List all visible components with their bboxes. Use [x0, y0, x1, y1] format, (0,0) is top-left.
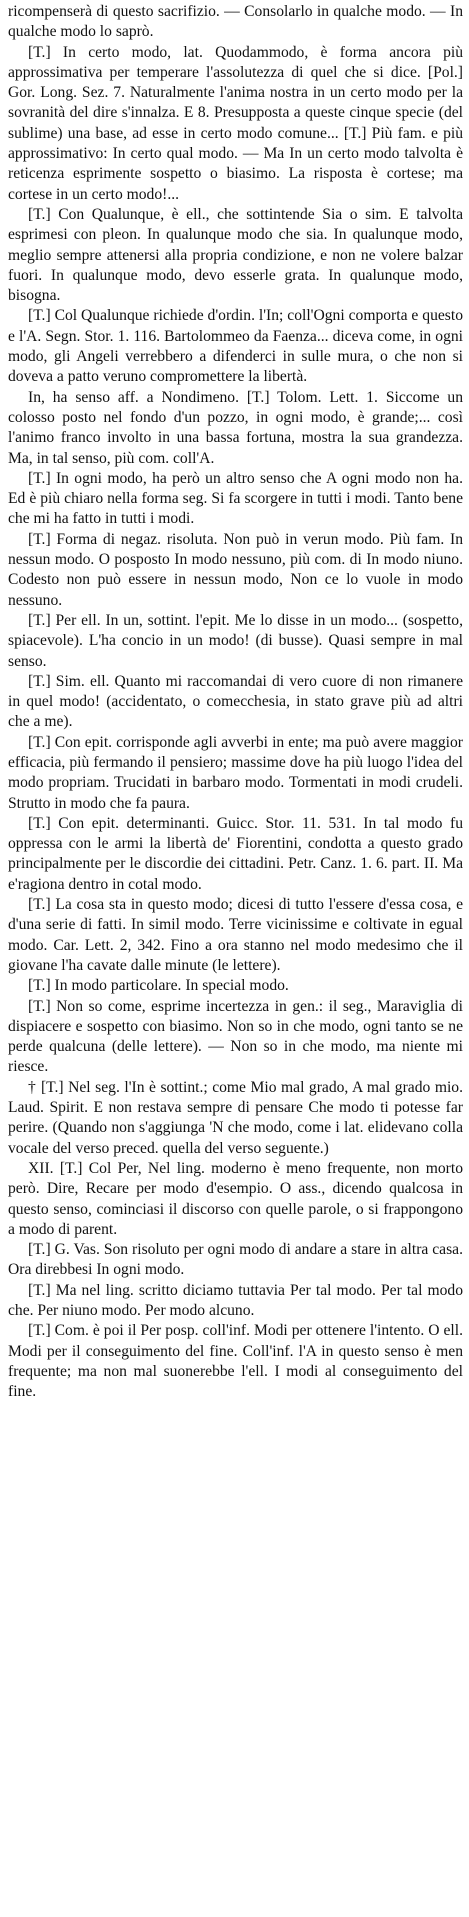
paragraph: [T.] La cosa sta in questo modo; dicesi di tutto l'essere d'essa cosa, e d'una serie di fatti. In simil modo. Terre vicinissime e coltivate in egual modo. Car. Lett. 2, 342. Fino a ora stanno nel modo medesimo che il giovane l'ha cavate dalle minute (le lettere). [8, 896, 463, 974]
paragraph: [T.] Per ell. In un, sottint. l'epit. Me lo disse in un modo... (sospetto, spiacevole). L'ha concio in un modo! (di busse). Quasi sempre in mal senso. [8, 611, 463, 670]
paragraph: [T.] Con Qualunque, è ell., che sottintende Sia o sim. E talvolta esprimesi con pleon. In qualunque modo che sia. In qualunque modo, meglio sempre attenersi alla propria condizione, e non ne volere balzar fuori. In qualunque modo, devo esserle grata. In qualunque modo, bisogna. [8, 205, 463, 305]
paragraph: † [T.] Nel seg. l'In è sottint.; come Mio mal grado, A mal grado mio. Laud. Spirit. E non restava sempre di pensare Che modo ti potesse far perire. (Quando non s'aggiunga 'N che modo, come i lat. elidevano colla vocale del verso preced. quella del verso seguente.) [8, 1078, 463, 1157]
paragraph: ricompenserà di questo sacrifizio. — Consolarlo in qualche modo. — In qualche modo lo saprò. [8, 3, 463, 41]
paragraph: [T.] In modo particolare. In special modo. [28, 977, 289, 995]
paragraph: [T.] G. Vas. Son risoluto per ogni modo di andare a stare in altra casa. Ora direbbesi In ogni modo. [8, 1241, 463, 1279]
paragraph: [T.] In ogni modo, ha però un altro senso che A ogni modo non ha. Ed è più chiaro nella forma seg. Si fa scorgere in tutti i modi. Tanto bene che mi ha fatto in tutti i modi. [8, 469, 463, 528]
paragraph: [T.] Con epit. corrisponde agli avverbi in ente; ma può avere maggior efficacia, più fermando il pensiero; massime dove ha più luogo l'idea del modo propriam. Trucidati in barbaro modo. Tormentati in modi crudeli. Strutto in modo che fa paura. [8, 733, 463, 812]
paragraph: [T.] In certo modo, lat. Quodammodo, è forma ancora più approssimativa per temperare l'assolutezza di quel che si dice. [Pol.] Gor. Long. Sez. 7. Naturalmente l'anima nostra in un certo modo per la sovranità del dire s'innalza. E 8. Presupposta a queste cinque specie (del sublime) una base, ad esse in certo modo comune... [T.] Più fam. e più approssimativo: In certo qual modo. — Ma In un certo modo talvolta è reticenza esprimente sospetto o biasimo. La risposta è cortese; ma cortese in un certo modo!... [8, 43, 463, 203]
paragraph: [T.] Non so come, esprime incertezza in gen.: il seg., Maraviglia di dispiacere e sospetto con biasimo. Non so in che modo, ogni tanto se ne perde qualcuna (delle lettere). — Non so in che modo, ma niente mi riesce. [8, 997, 463, 1076]
paragraph: [T.] Forma di negaz. risoluta. Non può in verun modo. Più fam. In nessun modo. O posposto In modo nessuno, più com. di In modo niuno. Codesto non può essere in nessun modo, Non ce lo vuole in modo nessuno. [8, 530, 463, 609]
paragraph: [T.] Sim. ell. Quanto mi raccomandai di vero cuore di non rimanere in quel modo! (accidentato, o comecchesia, in stato grave più ad altri che a me). [8, 672, 463, 731]
paragraph: [T.] Col Qualunque richiede d'ordin. l'In; coll'Ogni comporta e questo e l'A. Segn. Stor. 1. 116. Bartolommeo da Faenza... diceva come, in ogni modo, gli Angeli verrebbero a difenderci in sulle mura, o che non si doveva a patto veruno compromettere la libertà. [8, 307, 463, 386]
paragraph: [T.] Com. è poi il Per posp. coll'inf. Modi per ottenere l'intento. O ell. Modi per il conseguimento del fine. Coll'inf. l'A in questo senso è men frequente; ma non mal suonerebbe l'ell. I modi al conseguimento del fine. [8, 1322, 463, 1401]
paragraph: In, ha senso aff. a Nondimeno. [T.] Tolom. Lett. 1. Siccome un colosso posto nel fondo d'un pozzo, in ogni modo, è grande;... così l'animo franco involto in una bassa fortuna, mostra la sua grandezza. Ma, in tal senso, più com. coll'A. [8, 388, 463, 467]
paragraph: [T.] Con epit. determinanti. Guicc. Stor. 11. 531. In tal modo fu oppressa con le armi la libertà de' Fiorentini, condotta a questo grado principalmente per le discordie dei cittadini. Petr. Canz. 1. 6. part. II. Ma e'ragiona dentro in cotal modo. [8, 814, 463, 893]
paragraph: [T.] Ma nel ling. scritto diciamo tuttavia Per tal modo. Per tal modo che. Per niuno modo. Per modo alcuno. [8, 1281, 463, 1319]
paragraph: XII. [T.] Col Per, Nel ling. moderno è meno frequente, non morto però. Dire, Recare per modo d'esempio. O ass., dicendo qualcosa in questo senso, cominciasi il discorso con quelle parole, o si frappongono a modo di parent. [8, 1159, 463, 1238]
